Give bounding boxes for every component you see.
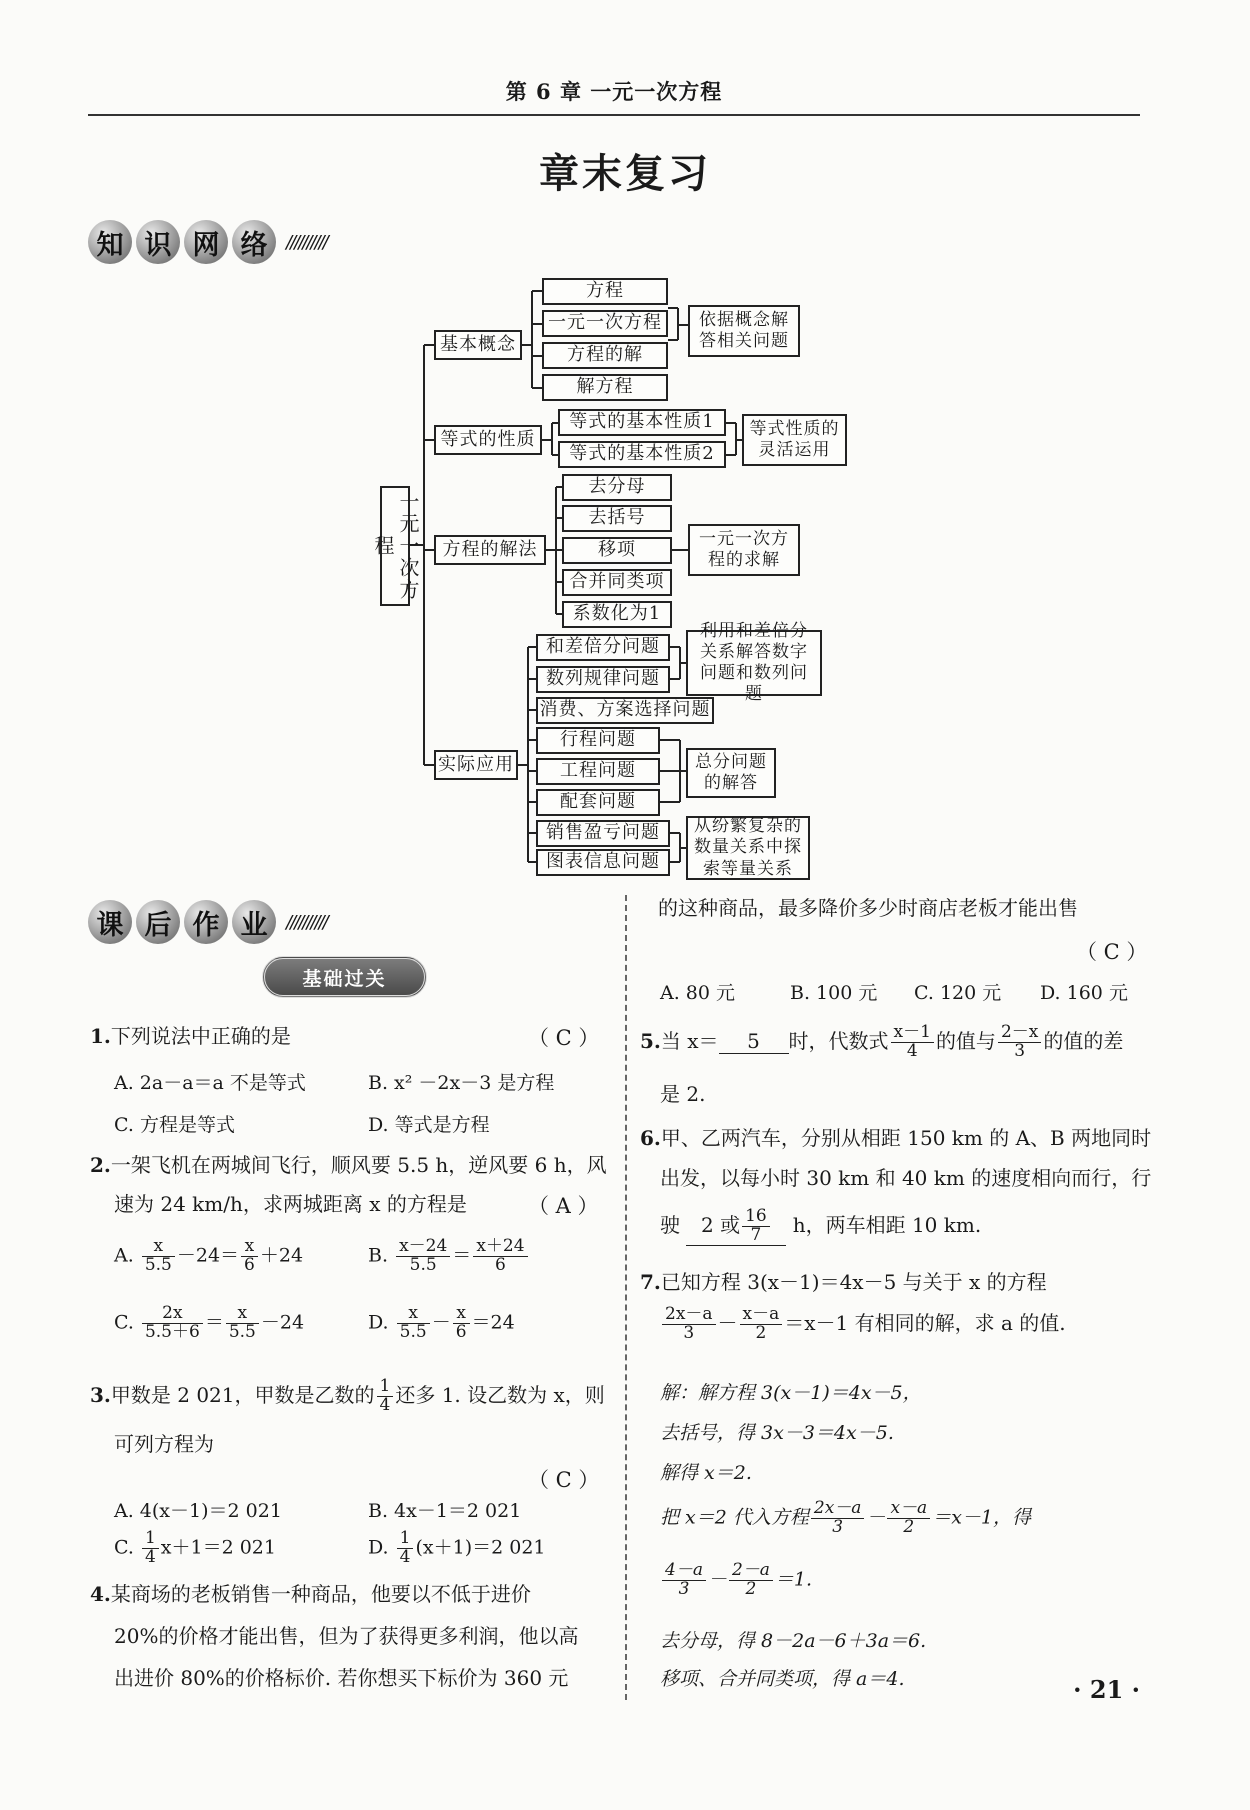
solution-line [660, 1562, 812, 1599]
expr-part: ＋24 [259, 1244, 304, 1267]
option-d: D. 160 元 [1040, 982, 1128, 1004]
fraction [142, 1530, 159, 1567]
solving-step: 去括号 [562, 505, 672, 532]
application-item: 销售盈亏问题 [536, 820, 670, 847]
fraction [396, 1238, 450, 1275]
application-item: 图表信息问题 [536, 849, 670, 876]
question-stem: 驶 [660, 1212, 680, 1237]
fill-blank-answer [686, 1208, 786, 1246]
answer-q2: （ A ） [528, 1194, 599, 1218]
denominator: 5.5 [228, 1321, 256, 1342]
question-stem: 的值与 [935, 1028, 996, 1053]
question-2 [90, 1153, 607, 1177]
application-item: 工程问题 [536, 758, 660, 785]
question-stem: 甲数是 2 021，甲数是乙数的 [110, 1382, 375, 1407]
fraction [142, 1305, 203, 1342]
denominator: 4 [144, 1546, 156, 1567]
fill-blank-answer: 5 [719, 1029, 789, 1054]
numerator: x－a [887, 1500, 930, 1519]
mindmap-root: 一元一次方程 [380, 486, 410, 606]
option-a: A. 2a－a＝a 不是等式 [114, 1072, 306, 1094]
solution-line [660, 1500, 1031, 1537]
numerator: x－1 [891, 1024, 934, 1043]
solving-step: 去分母 [562, 474, 672, 501]
fraction [998, 1024, 1041, 1061]
numerator: 1 [142, 1530, 159, 1549]
banner-hatch: ////////// [286, 911, 327, 933]
expr-part: － [717, 1310, 738, 1335]
column-divider [625, 895, 627, 1700]
application-item: 和差倍分问题 [536, 634, 670, 661]
question-stem: 某商场的老板销售一种商品，他要以不低于进价 [110, 1582, 531, 1606]
fraction [377, 1378, 394, 1415]
option-c [114, 1305, 304, 1342]
fraction [397, 1530, 414, 1567]
question-4 [90, 1582, 531, 1606]
question-5 [640, 1024, 1123, 1061]
solution-line: 解得 x＝2. [660, 1462, 752, 1484]
fraction [662, 1306, 716, 1343]
question-stem: 甲、乙两汽车，分别从相距 150 km 的 A、B 两地同时 [660, 1126, 1152, 1150]
numerator: 2－a [729, 1562, 773, 1581]
option-label: B. [368, 1244, 389, 1267]
property-note: 等式性质的灵活运用 [742, 414, 847, 466]
fraction [729, 1562, 773, 1599]
denominator: 4 [379, 1394, 391, 1415]
branch-application: 实际应用 [434, 750, 518, 780]
numerator: x [397, 1305, 430, 1324]
knowledge-mindmap [0, 0, 1250, 900]
concept-note: 依据概念解答相关问题 [688, 305, 800, 357]
expr-part: － [431, 1311, 451, 1334]
numerator: x－a [740, 1306, 783, 1325]
property-item: 等式的基本性质2 [558, 441, 726, 468]
fraction [740, 1306, 783, 1343]
denominator: 6 [455, 1321, 467, 1342]
numerator: x [453, 1305, 470, 1324]
numerator: x [142, 1238, 175, 1257]
fraction [397, 1305, 430, 1342]
banner-char: 网 [184, 220, 228, 264]
solution-line: 移项、合并同类项，得 a＝4. [660, 1668, 905, 1690]
question-number: 7. [640, 1270, 661, 1294]
question-stem: h，两车相距 10 km. [792, 1212, 982, 1237]
denominator: 7 [750, 1224, 762, 1245]
option-a: A. 4(x－1)＝2 021 [114, 1500, 282, 1522]
concept-item: 一元一次方程 [542, 310, 668, 337]
numerator: 2x－a [662, 1306, 716, 1325]
numerator: x [241, 1238, 258, 1257]
question-4-line3: 出进价 80%的价格标价. 若你想买下标价为 360 元 [114, 1666, 569, 1690]
question-number: 3. [90, 1382, 111, 1407]
numerator: x＋24 [473, 1238, 527, 1257]
homework-banner [88, 894, 327, 950]
application-item: 行程问题 [536, 727, 660, 754]
expr-part: －24 [260, 1311, 305, 1334]
expr-part: ＝ [204, 1311, 224, 1334]
option-a [114, 1238, 303, 1275]
application-item: 消费、方案选择问题 [536, 697, 714, 724]
branch-equality-properties: 等式的性质 [434, 425, 542, 455]
expr-part: ＝24 [471, 1311, 515, 1334]
numerator: x－24 [396, 1238, 450, 1257]
banner-char: 后 [136, 900, 180, 944]
numerator: 2x－a [811, 1500, 865, 1519]
question-7 [640, 1270, 1047, 1294]
numerator: 2－x [998, 1024, 1041, 1043]
concept-item: 解方程 [542, 374, 668, 401]
concept-item: 方程的解 [542, 342, 668, 369]
solution-line: 去分母，得 8－2a－6＋3a＝6. [660, 1630, 927, 1652]
numerator: 2x [142, 1305, 203, 1324]
banner-char: 课 [88, 900, 132, 944]
denominator: 5.5 [409, 1254, 437, 1275]
property-item: 等式的基本性质1 [558, 409, 726, 436]
numerator: x [226, 1305, 259, 1324]
denominator: 4 [906, 1040, 918, 1061]
fraction [453, 1305, 470, 1342]
question-6-line3 [660, 1208, 981, 1246]
question-3 [90, 1378, 605, 1415]
question-4-line2: 20%的价格才能出售，但为了获得更多利润，他以高 [114, 1624, 579, 1648]
question-number: 5. [640, 1028, 661, 1053]
option-b: B. 100 元 [790, 982, 878, 1004]
banner-hatch: ////////// [286, 231, 327, 253]
question-stem: 还多 1. 设乙数为 x，则 [395, 1382, 605, 1407]
numerator: 1 [397, 1530, 414, 1549]
application-item: 数列规律问题 [536, 666, 670, 693]
application-note-3: 从纷繁复杂的数量关系中探索等量关系 [686, 816, 810, 880]
fraction [241, 1238, 258, 1275]
answer-q1: （ C ） [528, 1026, 600, 1050]
expr-part: ＝ [452, 1244, 472, 1267]
application-note-2: 总分问题的解答 [686, 748, 776, 798]
question-stem: 下列说法中正确的是 [110, 1024, 291, 1048]
option-b: B. x² －2x－3 是方程 [368, 1072, 555, 1094]
expr-part: －24＝ [176, 1244, 240, 1267]
denominator: 5.5 [144, 1254, 172, 1275]
fraction [742, 1208, 770, 1245]
denominator: 2 [745, 1578, 757, 1599]
application-item: 配套问题 [536, 789, 660, 816]
fraction [142, 1238, 175, 1275]
expr-part: x＋1＝2 021 [160, 1536, 276, 1559]
question-3-line2: 可列方程为 [114, 1432, 214, 1456]
question-stem: ＝x－1 有相同的解，求 a 的值. [784, 1310, 1066, 1335]
branch-solving-methods: 方程的解法 [434, 535, 546, 565]
denominator: 6 [495, 1254, 506, 1275]
question-stem: 时，代数式 [788, 1028, 889, 1053]
fraction [811, 1500, 865, 1537]
option-d [368, 1530, 546, 1567]
solution-text: 把 x＝2 代入方程 [660, 1506, 809, 1529]
answer-q3: （ C ） [528, 1468, 600, 1492]
solving-note: 一元一次方程的求解 [688, 524, 800, 576]
chapter-heading: 第 6 章 一元一次方程 [505, 79, 723, 104]
blank-text: 2 或 [700, 1212, 741, 1237]
expr-part: － [707, 1568, 727, 1591]
option-b [368, 1238, 530, 1275]
denominator: 3 [678, 1578, 690, 1599]
basic-level-banner: 基础过关 [262, 956, 427, 998]
denominator: 3 [683, 1322, 695, 1343]
expr-part: (x＋1)＝2 021 [415, 1536, 546, 1559]
application-note-1: 利用和差倍分关系解答数字问题和数列问题 [686, 630, 822, 696]
fraction [887, 1500, 930, 1537]
solution-line: 去括号，得 3x－3＝4x－5. [660, 1422, 894, 1444]
banner-char: 作 [184, 900, 228, 944]
question-number: 2. [90, 1153, 111, 1177]
denominator: 4 [399, 1546, 411, 1567]
option-d [368, 1305, 515, 1342]
question-number: 1. [90, 1024, 111, 1048]
solving-step: 移项 [562, 537, 672, 564]
fraction [662, 1562, 706, 1599]
fraction [473, 1238, 527, 1275]
option-d: D. 等式是方程 [368, 1114, 490, 1136]
numerator: 1 [377, 1378, 394, 1397]
question-7-line2 [660, 1306, 1066, 1343]
question-2-line2: 速为 24 km/h，求两城距离 x 的方程是 [114, 1192, 467, 1216]
option-label: D. [368, 1536, 389, 1559]
numerator: 4－a [662, 1562, 706, 1581]
denominator: 5.5 [399, 1321, 427, 1342]
question-stem: 的值的差 [1043, 1028, 1124, 1053]
question-4-line4: 的这种商品，最多降价多少时商店老板才能出售 [658, 896, 1078, 920]
question-stem: 当 x＝ [660, 1028, 719, 1053]
solution-line: 解：解方程 3(x－1)＝4x－5， [660, 1382, 922, 1404]
denominator: 2 [755, 1322, 767, 1343]
option-a: A. 80 元 [660, 982, 736, 1004]
denominator: 6 [244, 1254, 255, 1275]
solving-step: 系数化为1 [562, 601, 672, 628]
fraction [891, 1024, 934, 1061]
banner-char: 业 [232, 900, 276, 944]
option-c: C. 120 元 [914, 982, 1002, 1004]
question-stem: 已知方程 3(x－1)＝4x－5 与关于 x 的方程 [660, 1270, 1047, 1294]
answer-q4: （ C ） [1076, 940, 1148, 964]
question-6 [640, 1126, 1151, 1150]
fraction [226, 1305, 259, 1342]
page-number: · 21 · [1073, 1675, 1140, 1704]
denominator: 3 [1014, 1040, 1026, 1061]
option-b: B. 4x－1＝2 021 [368, 1500, 522, 1522]
solution-text: ＝x－1，得 [932, 1506, 1031, 1529]
question-number: 6. [640, 1126, 661, 1150]
denominator: 5.5＋6 [144, 1321, 200, 1342]
option-c [114, 1530, 276, 1567]
banner-char: 识 [136, 220, 180, 264]
expr-part: － [866, 1506, 886, 1529]
branch-basic-concepts: 基本概念 [434, 330, 522, 360]
solving-step: 合并同类项 [562, 569, 672, 596]
denominator: 3 [832, 1516, 844, 1537]
question-stem: 一架飞机在两城间飞行，顺风要 5.5 h，逆风要 6 h，风 [110, 1153, 607, 1177]
numerator: 16 [742, 1208, 770, 1227]
question-1 [90, 1024, 291, 1048]
solution-text: ＝1. [774, 1568, 813, 1591]
option-label: C. [114, 1536, 134, 1559]
option-c: C. 方程是等式 [114, 1114, 235, 1136]
concept-item: 方程 [542, 278, 668, 305]
banner-char: 知 [88, 220, 132, 264]
question-6-line2: 出发，以每小时 30 km 和 40 km 的速度相向而行，行 [660, 1166, 1152, 1190]
question-number: 4. [90, 1582, 111, 1606]
option-label: C. [114, 1311, 134, 1334]
banner-char: 络 [232, 220, 276, 264]
question-5-line2: 是 2. [660, 1082, 706, 1106]
option-label: A. [114, 1244, 134, 1267]
denominator: 2 [903, 1516, 915, 1537]
option-label: D. [368, 1311, 389, 1334]
page-title: 章末复习 [539, 150, 711, 197]
